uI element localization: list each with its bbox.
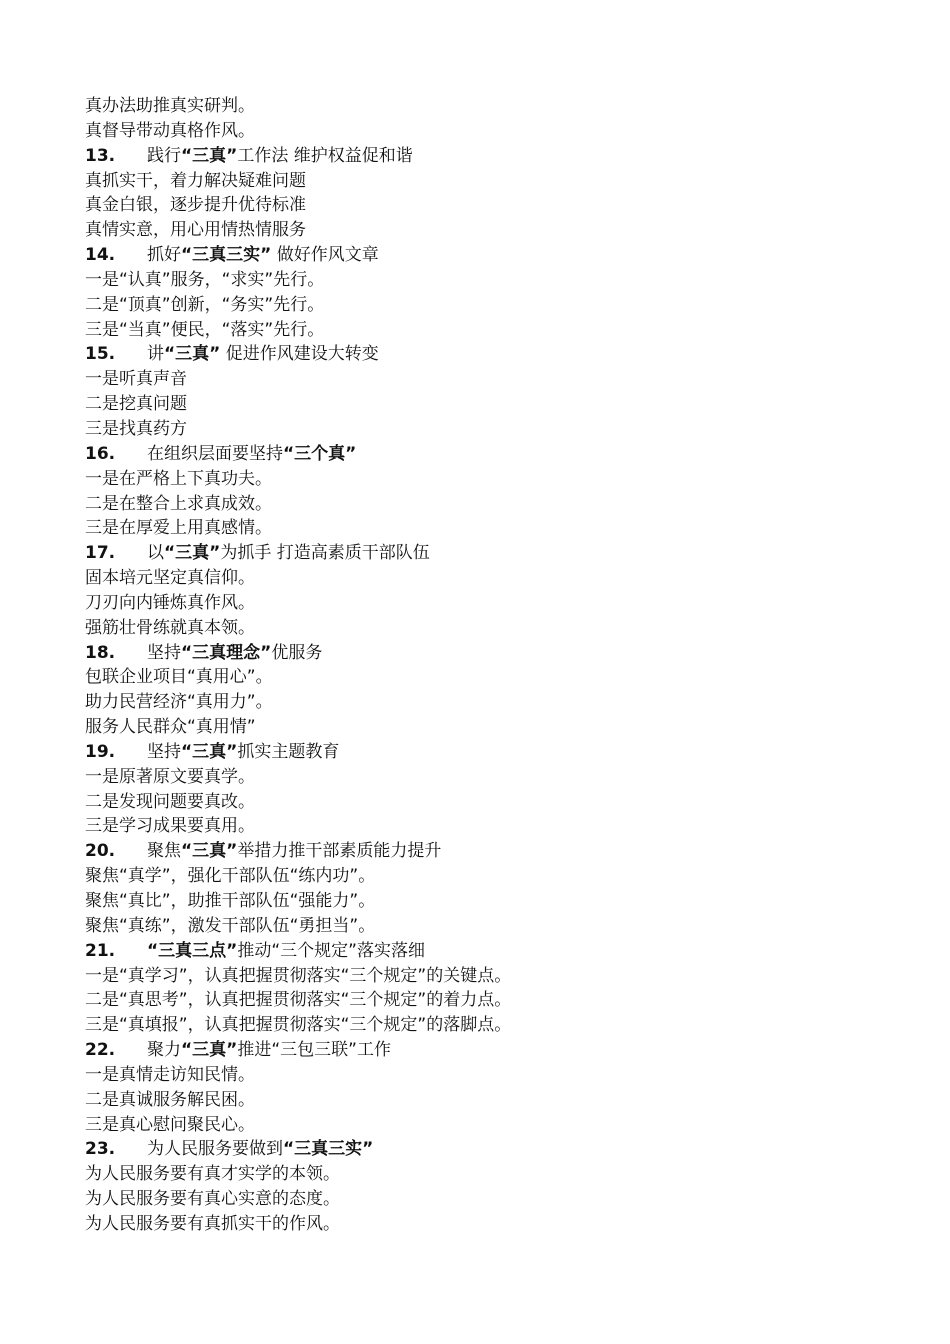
section-number: 13.: [85, 145, 116, 166]
section-title-quote: “三真三点”: [147, 940, 238, 961]
body-line: 真情实意，用心用情热情服务: [85, 220, 306, 241]
section-title: [147, 146, 413, 166]
section-heading: [85, 839, 905, 864]
section-title-text: 推进“三包三联”工作: [237, 1040, 391, 1061]
section-title: [147, 643, 322, 663]
section-heading: [85, 641, 905, 666]
section-heading: [85, 243, 905, 268]
section-title-text: 做好作风文章: [271, 245, 379, 266]
body-line: 真金白银，逐步提升优待标准: [85, 195, 306, 216]
body-line: 二是在整合上求真成效。: [85, 493, 272, 514]
section-title-text: 工作法 维护权益促和谐: [237, 145, 413, 166]
section-title-text: 抓好: [147, 245, 181, 266]
section-title: [147, 245, 379, 265]
section-title-quote: “三真”: [164, 543, 221, 564]
body-line: 助力民营经济“真用力”。: [85, 692, 273, 713]
section-title: [147, 941, 425, 961]
section-title-quote: “三真三实”: [283, 1139, 374, 1160]
section-heading: [85, 541, 905, 566]
section-number: 20.: [85, 841, 116, 862]
section-title-quote: “三个真”: [283, 443, 357, 464]
section-title-text: 以: [147, 543, 164, 564]
section-number: 19.: [85, 741, 116, 762]
body-line: 三是“真填报”，认真把握贯彻落实“三个规定”的落脚点。: [85, 1015, 512, 1036]
section-title-text: 聚力: [147, 1040, 181, 1061]
body-line: 一是真情走访知民情。: [85, 1064, 255, 1085]
section-number: 16.: [85, 443, 116, 464]
body-line: 为人民服务要有真才实学的本领。: [85, 1164, 340, 1185]
body-line: 一是“认真”服务，“求实”先行。: [85, 269, 325, 290]
body-line: 聚焦“真比”，助推干部队伍“强能力”。: [85, 891, 376, 911]
section-title-quote: “三真”: [181, 145, 238, 166]
body-line: 刀刃向内锤炼真作风。: [85, 592, 255, 613]
section-title-text: 为人民服务要做到: [147, 1139, 283, 1160]
section-title: [147, 444, 356, 464]
section-title: [147, 841, 441, 861]
section-title-text: 践行: [147, 145, 181, 166]
body-line: 真督导带动真格作风。: [85, 120, 255, 141]
body-line: 二是发现问题要真改。: [85, 791, 255, 812]
section-title-text: 坚持: [147, 741, 181, 762]
section-title-quote: “三真三实”: [181, 245, 272, 266]
section-title-text: 促进作风建设大转变: [220, 344, 379, 365]
body-line: 真办法助推真实研判。: [85, 96, 255, 116]
body-line: 聚焦“真学”，强化干部队伍“练内功”。: [85, 866, 376, 887]
section-title: [147, 344, 379, 364]
section-title-quote: “三真理念”: [181, 642, 272, 663]
body-line: 三是学习成果要真用。: [85, 816, 255, 837]
section-title-text: 聚焦: [147, 841, 181, 862]
section-number: 22.: [85, 1040, 116, 1061]
section-title-quote: “三真”: [181, 741, 238, 762]
section-number: 17.: [85, 543, 116, 564]
body-line: 强筋壮骨练就真本领。: [85, 617, 255, 638]
body-line: 二是挖真问题: [85, 394, 187, 415]
section-heading: [85, 740, 905, 765]
section-title-text: 为抓手 打造高素质干部队伍: [220, 543, 430, 564]
section-heading: [85, 1137, 905, 1162]
section-number: 18.: [85, 642, 116, 663]
section-number: 21.: [85, 940, 116, 961]
section-title-text: 抓实主题教育: [237, 741, 340, 762]
body-line: 服务人民群众“真用情”: [85, 717, 256, 738]
section-heading: [85, 442, 905, 467]
section-number: 15.: [85, 344, 116, 365]
section-title: [147, 742, 339, 762]
body-line: 三是找真药方: [85, 418, 187, 439]
section-number: 23.: [85, 1139, 116, 1160]
section-title-quote: “三真”: [164, 344, 221, 365]
body-line: 为人民服务要有真心实意的态度。: [85, 1189, 340, 1210]
body-line: 一是“真学习”，认真把握贯彻落实“三个规定”的关键点。: [85, 965, 512, 986]
body-line: 一是原著原文要真学。: [85, 766, 255, 787]
body-line: 包联企业项目“真用心”。: [85, 667, 273, 688]
body-line: 三是“当真”便民，“落实”先行。: [85, 319, 325, 340]
section-heading: [85, 144, 905, 169]
section-title: [147, 543, 430, 563]
body-line: 三是真心慰问聚民心。: [85, 1114, 255, 1135]
section-title: [147, 1139, 373, 1159]
section-title-text: 举措力推干部素质能力提升: [237, 841, 442, 862]
section-title-text: 讲: [147, 344, 164, 365]
section-title-text: 坚持: [147, 642, 181, 663]
section-heading: [85, 939, 905, 964]
section-title: [147, 1040, 391, 1060]
body-line: 二是“真思考”，认真把握贯彻落实“三个规定”的着力点。: [85, 990, 512, 1011]
body-line: 为人民服务要有真抓实干的作风。: [85, 1213, 340, 1234]
body-line: 一是听真声音: [85, 369, 187, 390]
section-title-quote: “三真”: [181, 841, 238, 862]
section-title-quote: “三真”: [181, 1040, 238, 1061]
section-title-text: 在组织层面要坚持: [147, 443, 283, 464]
document-body: [85, 94, 905, 1237]
section-heading: [85, 1038, 905, 1063]
section-title-text: 推动“三个规定”落实落细: [237, 940, 425, 961]
section-heading: [85, 342, 905, 367]
body-line: 一是在严格上下真功夫。: [85, 468, 272, 489]
body-line: 固本培元坚定真信仰。: [85, 568, 255, 589]
body-line: 二是“顶真”创新，“务实”先行。: [85, 294, 325, 315]
body-line: 三是在厚爱上用真感情。: [85, 518, 272, 539]
section-number: 14.: [85, 245, 116, 266]
body-line: 二是真诚服务解民困。: [85, 1089, 255, 1110]
body-line: 真抓实干，着力解决疑难问题: [85, 170, 306, 191]
section-title-text: 优服务: [271, 642, 323, 663]
body-line: 聚焦“真练”，激发干部队伍“勇担当”。: [85, 915, 376, 936]
